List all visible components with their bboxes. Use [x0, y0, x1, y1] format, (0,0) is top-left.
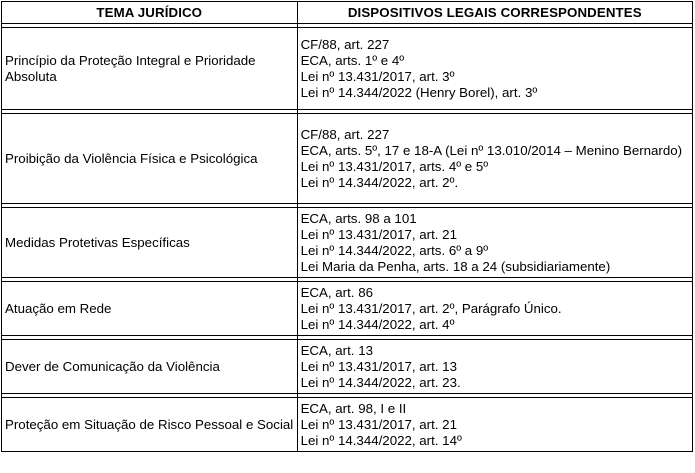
table-row	[2, 28, 693, 110]
dispositivos-cell	[298, 114, 693, 204]
dispositivo-line: ECA, art. 86	[300, 284, 373, 300]
legal-correspondence-table	[1, 1, 693, 452]
dispositivo-line: ECA, arts. 5º, 17 e 18-A (Lei nº 13.010/2014 – Menino Bernardo)	[300, 142, 683, 158]
dispositivo-line: Lei Maria da Penha, arts. 18 a 24 (subsidiariamente)	[300, 258, 611, 274]
dispositivo-line: ECA, art. 13	[300, 342, 373, 358]
header-tema-juridico: TEMA JURÍDICO	[2, 2, 298, 24]
dispositivo-line: Lei nº 14.344/2022, art. 14º	[300, 432, 462, 448]
tema-cell: Atuação em Rede	[2, 282, 298, 336]
dispositivos-cell	[298, 282, 693, 336]
dispositivo-line: CF/88, art. 227	[300, 36, 390, 52]
dispositivo-line: CF/88, art. 227	[300, 126, 390, 142]
dispositivo-line: Lei nº 14.344/2022, arts. 6º a 9º	[300, 242, 489, 258]
dispositivo-line: ECA, arts. 98 a 101	[300, 210, 417, 226]
tema-cell: Princípio da Proteção Integral e Prioridade Absoluta	[2, 28, 298, 110]
dispositivo-line: Lei nº 13.431/2017, art. 2º, Parágrafo Único.	[300, 300, 562, 316]
table-row	[2, 282, 693, 336]
dispositivo-line: Lei nº 14.344/2022, art. 2º.	[300, 174, 459, 190]
dispositivo-line: Lei nº 13.431/2017, art. 3º	[300, 68, 455, 84]
dispositivo-line: ECA, art. 98, I e II	[300, 400, 407, 416]
dispositivo-line: Lei nº 14.344/2022, art. 23.	[300, 374, 461, 390]
dispositivo-line: Lei nº 14.344/2022 (Henry Borel), art. 3º	[300, 84, 538, 100]
tema-cell: Proteção em Situação de Risco Pessoal e Social	[2, 398, 298, 452]
header-dispositivos-legais: DISPOSITIVOS LEGAIS CORRESPONDENTES	[298, 2, 693, 24]
header-row	[2, 2, 693, 24]
table-row	[2, 114, 693, 204]
tema-cell: Medidas Protetivas Específicas	[2, 208, 298, 278]
dispositivos-cell	[298, 208, 693, 278]
dispositivo-line: Lei nº 13.431/2017, art. 13	[300, 358, 457, 374]
table-row	[2, 398, 693, 452]
table-row	[2, 208, 693, 278]
dispositivo-line: Lei nº 13.431/2017, arts. 4º e 5º	[300, 158, 489, 174]
tema-cell: Dever de Comunicação da Violência	[2, 340, 298, 394]
table-row	[2, 340, 693, 394]
dispositivo-line: ECA, arts. 1º e 4º	[300, 52, 405, 68]
dispositivo-line: Lei nº 14.344/2022, art. 4º	[300, 316, 455, 332]
dispositivo-line: Lei nº 13.431/2017, art. 21	[300, 226, 457, 242]
tema-cell: Proibição da Violência Física e Psicológica	[2, 114, 298, 204]
dispositivos-cell	[298, 398, 693, 452]
dispositivo-line: Lei nº 13.431/2017, art. 21	[300, 416, 457, 432]
dispositivos-cell	[298, 340, 693, 394]
dispositivos-cell	[298, 28, 693, 110]
